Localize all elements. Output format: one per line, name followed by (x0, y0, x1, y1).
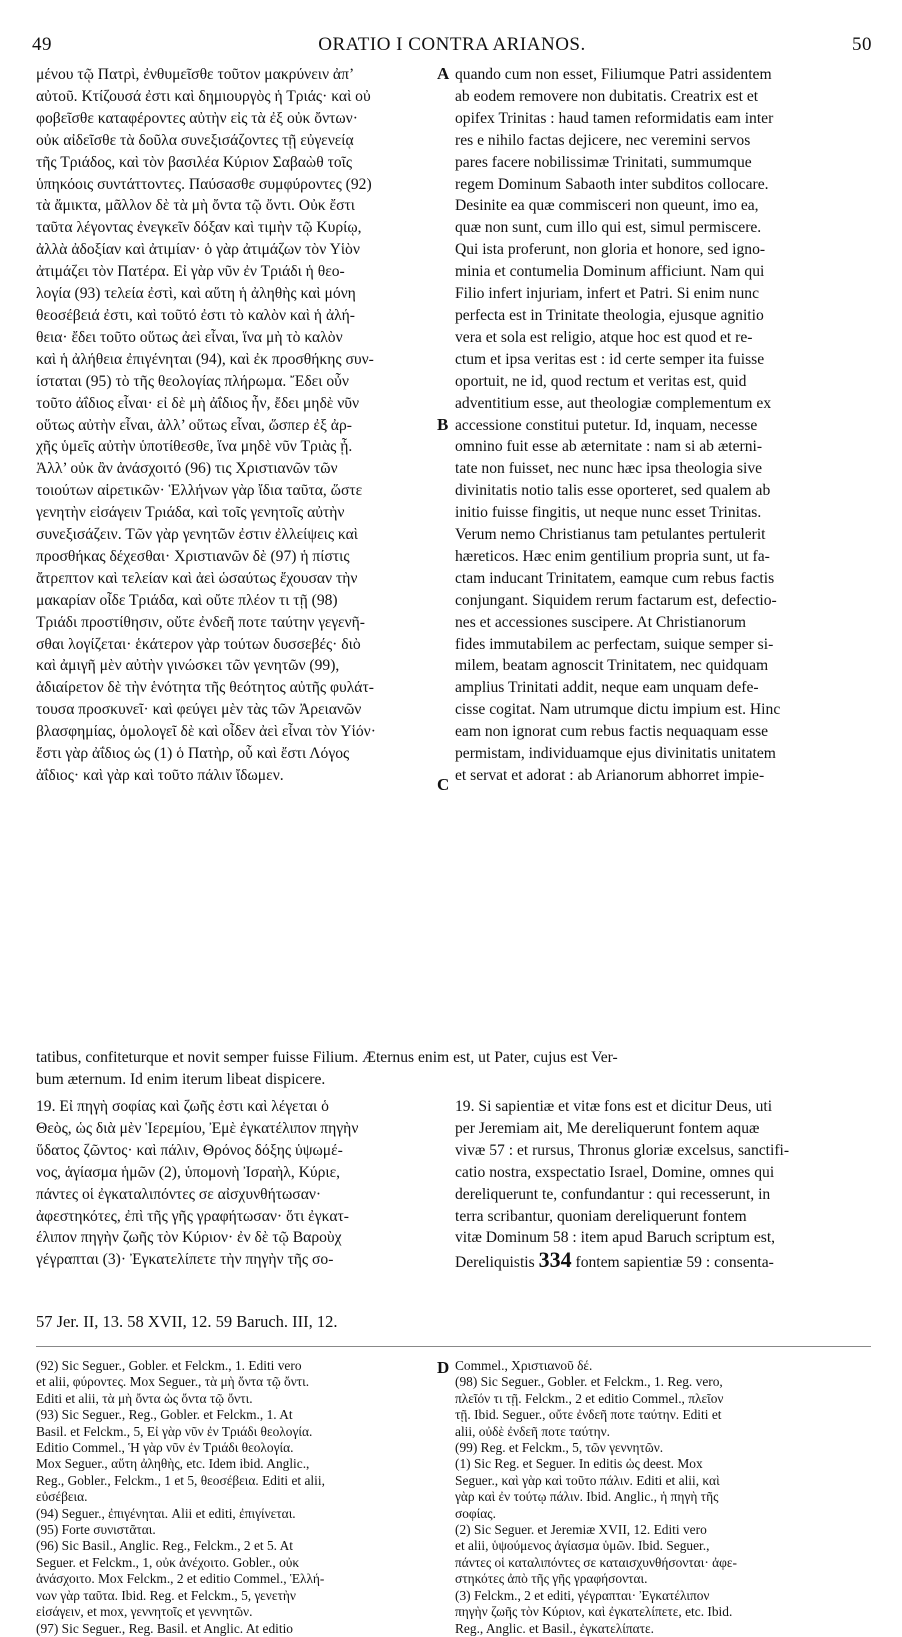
greek-line: προσθήκας δέχεσθαι· Χριστιανῶν δὲ (97) ἡ πίστις (36, 547, 350, 565)
greek-line: καὶ ἀμιγῆ μὲν αὐτὴν γινώσκει τῶν γενητῶν (99), (36, 657, 340, 675)
greek-line: Ἀλλ’ οὐκ ἂν ἀνάσχοιτό (96) τις Χριστιανῶν τῶν (36, 460, 338, 478)
page-marker: 334 (538, 1247, 572, 1273)
greek-line: ἀλλὰ ἀδοξίαν καὶ ἀτιμίαν· ὁ γὰρ ἀτιμάζων τὸν Υἱὸν (36, 241, 360, 259)
latin-line: dereliquerunt te, confundantur : qui recesserunt, in (455, 1185, 771, 1203)
footnote-line: (2) Sic Seguer. et Jeremiæ XVII, 12. Editi vero (455, 1522, 707, 1538)
page-number-left: 49 (32, 34, 52, 55)
footnote-line: alii, οὐδὲ ἐνδεῆ ποτε ταύτην. (455, 1423, 610, 1439)
greek-line: τὰ ἄμικτα, μᾶλλον δὲ τὰ μὴ ὄντα τῷ ὄντι. Οὐκ ἔστι (36, 197, 355, 215)
latin-line: ctum et ipsa veritas est : id certe semper ita fuisse (455, 350, 765, 368)
latin-last-before: Dereliquistis (455, 1254, 535, 1272)
latin-line: Filio infert injuriam, infert et Patri. Si enim nunc (455, 285, 760, 303)
greek-line: σθαι λογίζεται· ἑκάτερον γὰρ τούτων δυσσεβές· διὸ (36, 635, 361, 653)
footnote-line: (93) Sic Seguer., Reg., Gobler. et Felckm., 1. At (36, 1407, 293, 1423)
greek-line: βλασφημίας, ὁμολογεῖ δὲ καὶ οἶδεν ἀεὶ εἶναι τὸν Υἱόν· (36, 723, 376, 741)
footnote-line: (3) Felckm., 2 et editi, γέγραπται· Ἐγκατέλιπον (455, 1587, 710, 1603)
footnote-line: πάντες οἱ καταλιπόντες σε καταισχυνθήσονται· ἀφε- (455, 1554, 737, 1570)
latin-line: divinitatis notio talis esse oporteret, sed qualem ab (455, 482, 771, 500)
latin-line: Qui ista proferunt, non gloria et honore, sed igno- (455, 241, 766, 259)
latin-line: et servat et adorat : ab Arianorum abhorret impie- (455, 767, 765, 784)
footnote-line: πηγὴν ζωῆς τὸν Κύριον, καὶ ἐγκατελίπετε, etc. Ibid. (455, 1604, 733, 1620)
footnote-line: Reg., Gobler., Felckm., 1 et 5, θεοσέβεια. Editi et alii, (36, 1472, 325, 1488)
latin-line: Desinite ea quæ commisceri non queunt, imo ea, (455, 197, 759, 215)
latin-line: conjungant. Siquidem rerum factarum est, defectio- (455, 591, 777, 609)
footnote-line: σοφίας. (455, 1505, 496, 1521)
greek-column (36, 64, 448, 787)
footnote-line: Seguer. et Felckm., 1, οὐκ ἀνέχοιτο. Gobler., οὐκ (36, 1554, 300, 1570)
latin-line: per Jeremiam ait, Me dereliquerunt fontem aquæ (455, 1119, 760, 1137)
footnote-line: νων γὰρ ταῦτα. Ibid. Reg. et Felckm., 5, γενετὴν (36, 1587, 296, 1603)
greek-line: Τριάδι προστίθησιν, οὔτε ἐνδεῆ ποτε ταύτην γεγενῆ- (36, 613, 365, 631)
latin-line: fides immutabilem ac perfectam, suique semper si- (455, 635, 774, 653)
footnote-line: Reg., Anglic. et Basil., ἐγκατελίπατε. (455, 1620, 655, 1636)
latin-line: accessione constitui putetur. Id, inquam, necesse (455, 416, 758, 434)
latin-line: permistam, individuamque ejus divinitatis unitatem (455, 745, 776, 763)
greek-line: οὐκ αἰδεῖσθε τὰ δοῦλα συνεξισάζοντες τῇ εὐγενείᾳ (36, 131, 354, 149)
footnote-line: Editi et alii, τὰ μὴ ὄντα ὡς ὄντα τῷ ὄντι. (36, 1390, 253, 1406)
latin-line: terra scribantur, quoniam dereliquerunt fontem (455, 1207, 747, 1225)
latin-line: vera et sola est religio, atque hoc est quod et re- (455, 328, 753, 346)
latin-line: perfecta est in Trinitate theologia, ejusque agnitio (455, 306, 764, 324)
footnote-line: γὰρ καὶ ἐν τούτῳ πάλιν. Ibid. Anglic., ἡ πηγὴ τῆς (455, 1489, 719, 1505)
footnote-line: ἀνάσχοιτο. Mox Felckm., 2 et editio Commel., Ἑλλή- (36, 1571, 325, 1587)
latin-line: res e nihilo factas dejicere, nec veremini servos (455, 131, 751, 149)
latin-line: quando cum non esset, Filiumque Patri assidentem (455, 66, 772, 83)
footnote-divider (36, 1346, 871, 1347)
margin-letter-d: D (437, 1358, 450, 1377)
greek-line: γενητὴν εἰσάγειν Τριάδα, καὶ τοῖς γενητοῖς αὐτὴν (36, 504, 345, 522)
footnote-line: Editio Commel., Ἡ γὰρ νῦν ἐν Τριάδι θεολογία. (36, 1440, 294, 1456)
footnote-line: Mox Seguer., αὕτη ἀληθὴς, etc. Idem ibid. Anglic., (36, 1456, 310, 1472)
footnote-line: εὐσέβεια. (36, 1489, 88, 1505)
latin-line: hæreticos. Hæc enim gentilium propria sunt, ut fa- (455, 547, 770, 565)
latin-line: cisse cogitat. Nam utrumque dictu impium est. Hinc (455, 701, 781, 719)
latin-line: catio nostra, exspectatio Israel, Domine, omnes qui (455, 1163, 775, 1181)
page-number-right: 50 (852, 34, 872, 55)
greek-line: τουσα προσκυνεῖ· καὶ φεύγει μὲν τὰς τῶν Ἀρειανῶν (36, 701, 362, 719)
greek-line: συνεξισάζειν. Τῶν γὰρ γενητῶν ἐστιν ἐλλείψεις καὶ (36, 526, 358, 544)
latin-line: regem Dominum Sabaoth inter subditos collocare. (455, 175, 769, 193)
footnote-line: et alii, ὑψούμενος ἁγίασμα ὑμῶν. Ibid. Seguer., (455, 1538, 710, 1554)
latin-line: vivæ 57 : et rursus, Thronus gloriæ excelsus, sanctifi- (455, 1141, 790, 1159)
full-width-line: bum æternum. Id enim iterum libeat dispicere. (36, 1070, 326, 1088)
running-header (32, 34, 872, 60)
greek-line: μακαρίαν οἶδε Τριάδα, καὶ οὔτε πλέον τι τῇ (98) (36, 591, 338, 609)
footnote-line: Basil. et Felckm., 5, Εἰ γὰρ νῦν ἐν Τριάδι θεολογία. (36, 1423, 313, 1439)
latin-line: vitæ Dominum 58 : item apud Baruch scriptum est, (455, 1229, 776, 1247)
greek-line: ἔστι γὰρ ἀΐδιος ὡς (1) ὁ Πατὴρ, οὗ καὶ ἔστι Λόγος (36, 745, 350, 763)
greek-line: λογία (93) τελεία ἐστὶ, καὶ αὕτη ἡ ἀληθὴς καὶ μόνη (36, 285, 356, 303)
margin-letter-c: C (437, 775, 450, 794)
latin-line: omnino fuit esse ab æternitate : nam si ab æterni- (455, 438, 763, 456)
greek-line: πάντες οἱ ἐγκαταλιπόντες σε αἰσχυνθήτωσαν· (36, 1185, 322, 1203)
footnote-line: στηκότες ἀπὸ τῆς γῆς γραφήσονται. (455, 1571, 648, 1587)
footnote-line: (92) Sic Seguer., Gobler. et Felckm., 1. Editi vero (36, 1358, 302, 1373)
greek-section-19 (36, 1096, 456, 1271)
full-width-line: tatibus, confiteturque et novit semper fuisse Filium. Æternus enim est, ut Pater, cujus est Ver- (36, 1049, 618, 1066)
latin-line: eam non ignorat cum rebus factis nequaquam esse (455, 723, 769, 741)
latin-line: nes et accessiones suscipere. At Christianorum (455, 613, 747, 631)
footnote-line: πλεῖόν τι τῇ. Felckm., 2 et editio Commel., πλεῖον (455, 1390, 724, 1406)
latin-last-after: fontem sapientiæ 59 : consenta- (575, 1254, 774, 1272)
margin-letter-a: A (437, 64, 450, 83)
footnote-line: (95) Forte συνιστᾶται. (36, 1522, 156, 1538)
greek-line: ἀφεστηκότες, ἐπὶ τῆς γῆς γραφήτωσαν· ὅτι ἐγκατ- (36, 1207, 349, 1225)
greek-line: καὶ ἡ ἀλήθεια ἐπιγένηται (94), καὶ ἐκ προσθήκης συν- (36, 350, 374, 368)
greek-line: ίσταται (95) τὸ τῆς θεολογίας πλήρωμα. Ἔδει οὖν (36, 372, 349, 390)
latin-line: amplius Trinitati addit, neque eam unquam defe- (455, 679, 759, 697)
latin-line: ab eodem removere non dubitatis. Creatrix est et (455, 87, 759, 105)
latin-line: initio fuisse fingitis, ut neque nunc esset Trinitas. (455, 504, 762, 522)
latin-line: pares facere nobilissimæ Trinitati, summumque (455, 153, 752, 171)
greek-line: θεοσέβειά ἐστι, καὶ τοῦτό ἐστι τὸ καλὸν καὶ ἡ ἀλή- (36, 306, 355, 324)
greek-line: γέγραπται (3)· Ἐγκατελίπετε τὴν πηγὴν τῆς σο- (36, 1251, 334, 1269)
footnote-line: (99) Reg. et Felckm., 5, τῶν γεννητῶν. (455, 1440, 664, 1456)
greek-line: χῆς ὑμεῖς αὐτὴν ὑποτίθεσθε, ἵνα μηδὲ νῦν Τριὰς ᾖ. (36, 438, 353, 456)
footnote-line: et alii, φύροντες. Mox Seguer., τὰ μὴ ὄντα τῷ ὄντι. (36, 1374, 310, 1390)
latin-line: oportuit, ne id, quod rectum et veritas est, quid (455, 372, 747, 390)
greek-line: αὐτοῦ. Κτίζουσά ἐστι καὶ δημιουργὸς ἡ Τριάς· καὶ οὐ (36, 87, 371, 105)
greek-line: μένου τῷ Πατρὶ, ἐνθυμεῖσθε τοῦτον μακρύνειν ἀπ’ (36, 66, 355, 83)
greek-line: οὕτως αὐτὴν εἶναι, ἀλλ’ οὕτως εἶναι, ὥσπερ ἐξ ἀρ- (36, 416, 352, 434)
greek-line: ὕδατος ζῶντος· καὶ πάλιν, Θρόνος δόξης ὑψωμέ- (36, 1141, 343, 1159)
greek-line: θεια· ἔδει τοῦτο οὕτως ἀεὶ εἶναι, ἵνα μὴ τὸ καλὸν (36, 328, 343, 346)
footnote-line: εἰσάγειν, et mox, γεννητοῖς et γεννητῶν. (36, 1604, 253, 1620)
latin-line: tate non fuisset, nec nunc hæc ipsa theologia sive (455, 460, 763, 478)
footnote-line: (1) Sic Reg. et Seguer. In editis ὡς deest. Mox (455, 1456, 703, 1472)
latin-line: 19. Si sapientiæ et vitæ fons est et dicitur Deus, uti (455, 1098, 773, 1115)
latin-line: adventitium esse, aut theologiæ complementum ex (455, 394, 772, 412)
latin-line: milem, beatam agnoscit Trinitatem, nec quidquam (455, 657, 769, 675)
latin-section-19 (455, 1096, 875, 1274)
greek-line: τοιούτων αἱρετικῶν· Ἑλλήνων γὰρ ἴδια ταῦτα, ὥστε (36, 482, 363, 500)
greek-line: ἀτιμάζει τὸν Πατέρα. Εἰ γὰρ νῦν ἐν Τριάδι ἡ θεο- (36, 263, 345, 281)
greek-line: 19. Εἰ πηγὴ σοφίας καὶ ζωῆς ἐστι καὶ λέγεται ὁ (36, 1098, 329, 1115)
scripture-references: 57 Jer. II, 13. 58 XVII, 12. 59 Baruch. III, 12. (36, 1312, 338, 1331)
greek-line: νος, ἁγίασμα ἡμῶν (2), ὑπομονὴ Ἰσραὴλ, Κύριε, (36, 1163, 341, 1181)
latin-line: opifex Trinitas : haud tamen reformidatis eam inter (455, 109, 774, 127)
greek-line: ἀΐδιος· καὶ γὰρ καὶ τοῦτο πάλιν ἴδωμεν. (36, 767, 284, 784)
greek-line: ἀδιαίρετον δὲ τὴν ἑνότητα τῆς θεότητος αὐτῆς φυλάτ- (36, 679, 374, 697)
full-width-text (36, 1047, 871, 1091)
footnote-line: (98) Sic Seguer., Gobler. et Felckm., 1. Reg. vero, (455, 1374, 723, 1390)
greek-line: Θεὸς, ὡς διὰ μὲν Ἱερεμίου, Ἐμὲ ἐγκατέλιπον πηγὴν (36, 1119, 359, 1137)
footnotes-left (36, 1358, 441, 1637)
margin-letter-b: B (437, 415, 449, 434)
greek-line: φοβεῖσθε καταφέροντες αὐτὴν εἰς τὰ ἐξ οὐκ ὄντων· (36, 109, 358, 127)
latin-line: quæ non sunt, cum illo qui est, simul permiscere. (455, 219, 762, 237)
footnote-line: (94) Seguer., ἐπιγένηται. Alii et editi, ἐπιγίνεται. (36, 1505, 296, 1521)
greek-line: ἄτρεπτον καὶ τελείαν καὶ ἀεὶ ὡσαύτως ἔχουσαν τὴν (36, 569, 358, 587)
latin-line: minia et contumelia Dominum afficiunt. Nam qui (455, 263, 765, 281)
latin-column (455, 64, 867, 787)
footnote-line: τῇ. Ibid. Seguer., οὔτε ἐνδεῆ ποτε ταύτην. Editi et (455, 1407, 722, 1423)
latin-line: ctam inducant Trinitatem, eamque cum rebus factis (455, 569, 775, 587)
latin-line: Verum nemo Christianus tam petulantes pertulerit (455, 526, 766, 544)
footnote-line: (96) Sic Basil., Anglic. Reg., Felckm., 2 et 5. At (36, 1538, 294, 1554)
greek-line: τῆς Τριάδος, καὶ τὸν βασιλέα Κύριον Σαβαὼθ τοῖς (36, 153, 353, 171)
footnotes-right (455, 1358, 875, 1637)
footnote-line: (97) Sic Seguer., Reg. Basil. et Anglic. At editio (36, 1620, 293, 1636)
footnote-line: Commel., Χριστιανοῦ δέ. (455, 1358, 593, 1373)
footnote-line: Seguer., καὶ γὰρ καὶ τοῦτο πάλιν. Editi et alii, καὶ (455, 1472, 720, 1488)
greek-line: τοῦτο ἀΐδιος εἶναι· εἰ δὲ μὴ ἀΐδιος ἦν, ἔδει μηδὲ νῦν (36, 394, 360, 412)
greek-line: έλιπον πηγὴν ζωῆς τὸν Κύριον· ἐν δὲ τῷ Βαροὺχ (36, 1229, 342, 1247)
greek-line: ταῦτα λέγοντας ἐνεγκεῖν δόξαν καὶ τιμὴν τῷ Κυρίῳ, (36, 219, 362, 237)
running-title: ORATIO I CONTRA ARIANOS. (318, 34, 586, 55)
greek-line: ὑπηκόοις συντάττοντες. Παύσασθε συμφύροντες (92) (36, 175, 372, 193)
